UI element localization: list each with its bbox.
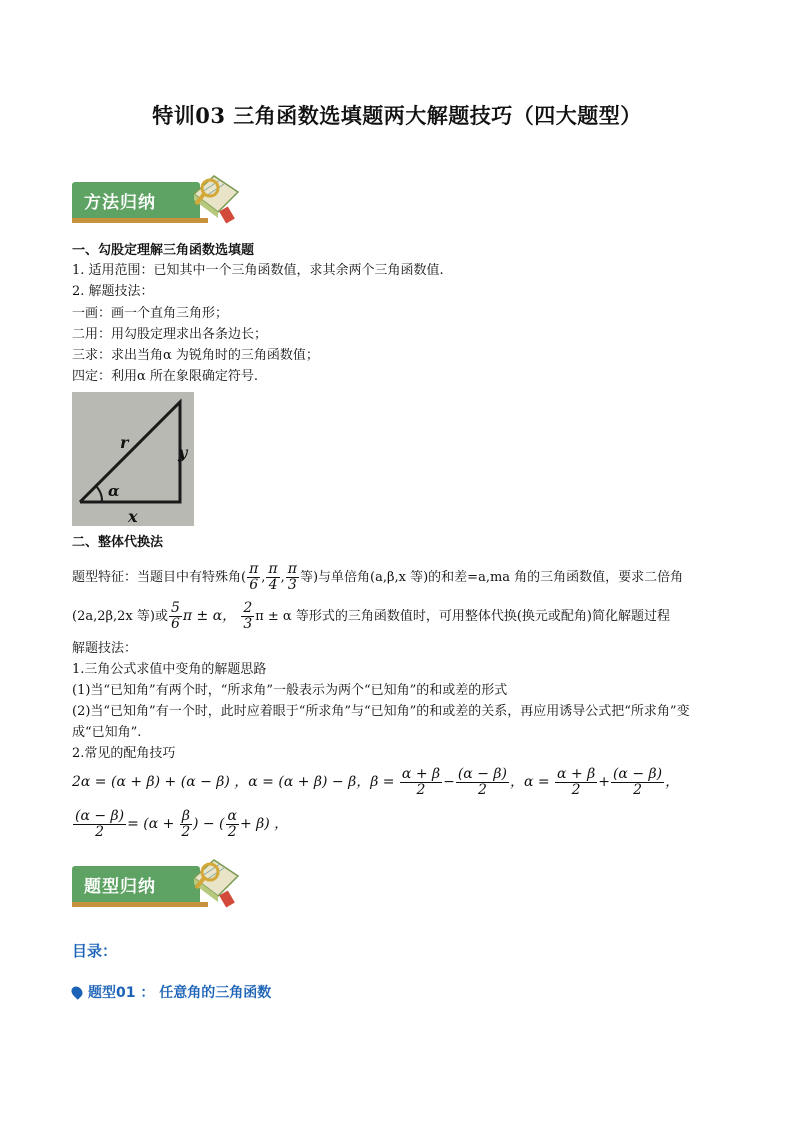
type-banner-label: 题型归纳 (84, 877, 156, 897)
location-pin-icon (69, 984, 85, 1000)
s1-line-2: 2. 解题技法： (72, 284, 154, 299)
feature2-text-a: (2a,2β,2x 等)或 (72, 609, 168, 624)
s1-line-6: 四定：利用α 所在象限确定符号. (72, 369, 259, 384)
method-banner (72, 168, 242, 228)
book-magnifier-icon (188, 168, 242, 226)
frac-a-minus-b-3: $\frac{(\alpha - \beta)}{2}$ (75, 807, 125, 840)
section1-heading: 一、勾股定理解三角函数选填题 (72, 243, 255, 258)
frac-pi-4: $\frac{\pi}{4}$ (268, 561, 278, 593)
toc-heading: 目录： (72, 942, 118, 960)
book-magnifier-icon (188, 852, 242, 910)
toc-item-label: 题型01 ： 任意角的三角函数 (88, 985, 272, 1001)
frac-a-plus-b-2: $\frac{\alpha + \beta}{2}$ (557, 765, 596, 798)
feature-text-b: 等)与单倍角(a,β,x 等)的和差=a,ma 角的三角函数值，要求二倍角 (299, 570, 684, 585)
formula-alpha: ，α = (509, 774, 550, 790)
feature-text-a: 题型特征：当题目中有特殊角( (72, 570, 247, 585)
s1-line-4: 二用：用勾股定理求出各条边长； (72, 327, 268, 342)
frac-a-plus-b: $\frac{\alpha + \beta}{2}$ (401, 765, 441, 798)
frac-a-minus-b: $\frac{(\alpha - \beta)}{2}$ (457, 765, 507, 798)
frac-2-3: $\frac{2}{3}$ (243, 600, 253, 632)
s1-line-1: 1. 适用范围：已知其中一个三角函数值，求其余两个三角函数值. (72, 263, 444, 278)
pm-alpha: π ± α， (182, 608, 237, 624)
skill-line-1: 1.三角公式求值中变角的解题思路 (72, 662, 267, 677)
type-banner (72, 852, 242, 912)
skill-heading: 解题技法： (72, 641, 138, 656)
s1-line-3: 一画：画一个直角三角形； (72, 306, 229, 321)
feature-line-2 (72, 598, 670, 634)
toc-item-type01[interactable] (72, 982, 271, 1002)
frac-alpha-2: $\frac{\alpha}{2}$ (227, 807, 237, 840)
frac-5-6: $\frac{5}{6}$ (170, 600, 180, 632)
frac-pi-6: $\frac{\pi}{6}$ (249, 561, 259, 593)
formula-1a: 2α = (α + β) + (α − β) ，α = (α + β) − β，β = (72, 774, 395, 790)
frac-beta-2: $\frac{\beta}{2}$ (181, 807, 191, 840)
feature-line-1: 题型特征：当题目中有特殊角( $\frac{\pi}{6}$ , $\frac{\pi}{4}$ , $\frac{\pi}{3}$ 等)与单倍角(a,β,x 等)的和差=a,ma 角的三角函数值，要求二倍角 (72, 561, 684, 593)
label-alpha: α (108, 482, 120, 500)
formula-line-1: 2α = (α + β) + (α − β) ，α = (α + β) − β，β = $\frac{\alpha + \beta}{2}$ − $\frac{(\alpha - \beta)}{2}$ ，α = $\frac{\alpha + \beta}{2}$ + $\frac{(\alpha - \beta)}{2}$ ， (72, 765, 680, 798)
right-triangle-figure (72, 392, 194, 526)
skill-line-5: 2.常见的配角技巧 (72, 746, 176, 761)
formula-line-2: $\frac{(\alpha - \beta)}{2}$ = (α + $\frac{\beta}{2}$ ) − ( $\frac{\alpha}{2}$ + β) ， (75, 807, 289, 840)
skill-line-2: (1)当“已知角”有两个时，“所求角”一般表示为两个“已知角”的和或差的形式 (72, 683, 508, 698)
skill-line-4: 成“已知角”. (72, 725, 142, 740)
skill-line-3: (2)当“已知角”有一个时，此时应着眼于“所求角”与“已知角”的和或差的关系，再应用诱导公式把“所求角”变 (72, 704, 690, 719)
section2-heading: 二、整体代换法 (72, 535, 164, 550)
feature2-text-b: π ± α 等形式的三角函数值时，可用整体代换(换元或配角)简化解题过程 (255, 609, 670, 624)
label-r: r (120, 433, 129, 452)
frac-a-minus-b-2: $\frac{(\alpha - \beta)}{2}$ (612, 765, 663, 798)
label-y: y (178, 443, 188, 462)
label-x: x (128, 507, 138, 526)
method-banner-label: 方法归纳 (84, 193, 156, 213)
frac-pi-3: $\frac{\pi}{3}$ (287, 561, 297, 593)
s1-line-5: 三求：求出当角α 为锐角时的三角函数值； (72, 348, 319, 363)
page-title: 特训03 三角函数选填题两大解题技巧（四大题型） (152, 103, 642, 128)
